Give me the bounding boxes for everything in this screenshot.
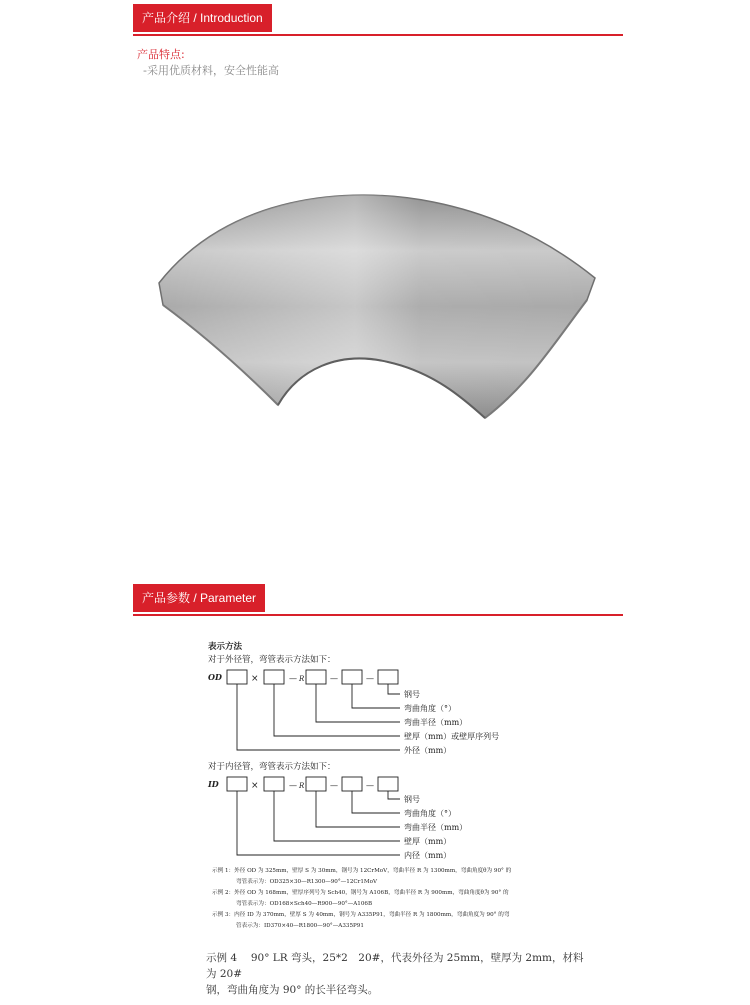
examples-block: [212, 866, 512, 929]
od-label-steel: 钢号: [404, 690, 420, 699]
notation-heading: 表示方法: [208, 642, 243, 652]
od-box-3: [306, 670, 326, 684]
example-1-line-1: 示例 1：外径 OD 为 325mm，壁厚 S 为 30mm，钢号为 12CrMoV，弯曲半径 R 为 1300mm，弯曲角度θ为 90° 的: [212, 868, 512, 874]
section-tab-parameter: 产品参数 / Parameter: [133, 584, 265, 612]
section-divider: [133, 614, 623, 616]
id-label-inner: 内径（mm）: [404, 851, 452, 860]
section-header-parameter: [133, 584, 623, 614]
pipe-elbow-image: [133, 100, 623, 550]
id-box-3: [306, 777, 326, 791]
od-box-1: [227, 670, 247, 684]
id-label-wall: 壁厚（mm）: [404, 837, 452, 846]
od-dash-2: —: [330, 674, 338, 683]
id-box-4: [342, 777, 362, 791]
od-prefix: OD: [208, 672, 222, 682]
od-dash-3: —: [366, 674, 374, 683]
example-4: [206, 950, 586, 998]
section-tab-introduction: 产品介绍 / Introduction: [133, 4, 272, 32]
od-intro: 对于外径管，弯管表示方法如下：: [208, 655, 336, 665]
id-times: ×: [251, 781, 259, 791]
features-title: 产品特点:: [137, 48, 185, 61]
section-header-introduction: [133, 4, 623, 34]
id-prefix: ID: [208, 779, 219, 789]
od-leader-lines: [237, 684, 400, 750]
id-label-angle: 弯曲角度（°）: [404, 809, 456, 818]
example-3-line-1: 示例 3：内径 ID 为 370mm，壁厚 S 为 40mm，钢号为 A335P91，弯曲半径 R 为 1800mm，弯曲角度为 90° 的弯: [212, 912, 510, 918]
od-label-wall: 壁厚（mm）或壁厚序列号: [404, 732, 500, 741]
example-2-line-1: 示例 2：外径 OD 为 168mm，壁厚序列号为 Sch40，钢号为 A106B，弯曲半径 R 为 900mm，弯曲角度θ为 90° 的: [212, 890, 509, 896]
id-intro: 对于内径管，弯管表示方法如下：: [208, 762, 336, 772]
id-box-2: [264, 777, 284, 791]
example-1-line-2: 弯管表示为：OD325×30—R1300—90°—12Cr1MoV: [236, 879, 378, 885]
id-box-1: [227, 777, 247, 791]
example-4-line-1: 示例 4 90° LR 弯头，25*2 20#，代表外径为 25mm，壁厚为 2mm，材料为 20#: [206, 952, 584, 980]
id-box-5: [378, 777, 398, 791]
id-leader-lines: [237, 791, 400, 855]
od-box-4: [342, 670, 362, 684]
od-times: ×: [251, 674, 259, 684]
od-label-outer: 外径（mm）: [404, 746, 452, 755]
id-label-radius: 弯曲半径（mm）: [404, 823, 468, 832]
od-box-2: [264, 670, 284, 684]
od-box-5: [378, 670, 398, 684]
od-r: R: [299, 675, 305, 683]
od-label-angle: 弯曲角度（°）: [404, 704, 456, 713]
section-divider: [133, 34, 623, 36]
id-dash-3: —: [366, 781, 374, 790]
notation-diagram: [200, 636, 570, 936]
id-dash-2: —: [330, 781, 338, 790]
od-label-radius: 弯曲半径（mm）: [404, 718, 468, 727]
features-line: -采用优质材料，安全性能高: [143, 64, 279, 77]
example-3-line-2: 管表示为：ID370×40—R1800—90°—A335P91: [236, 923, 364, 929]
id-label-steel: 钢号: [404, 795, 420, 804]
id-r: R: [299, 782, 305, 790]
example-4-line-2: 钢，弯曲角度为 90° 的长半径弯头。: [206, 984, 379, 996]
example-2-line-2: 弯管表示为：OD168×Sch40—R900—90°—A106B: [236, 901, 373, 907]
od-dash-1: —: [289, 674, 297, 683]
id-dash-1: —: [289, 781, 297, 790]
